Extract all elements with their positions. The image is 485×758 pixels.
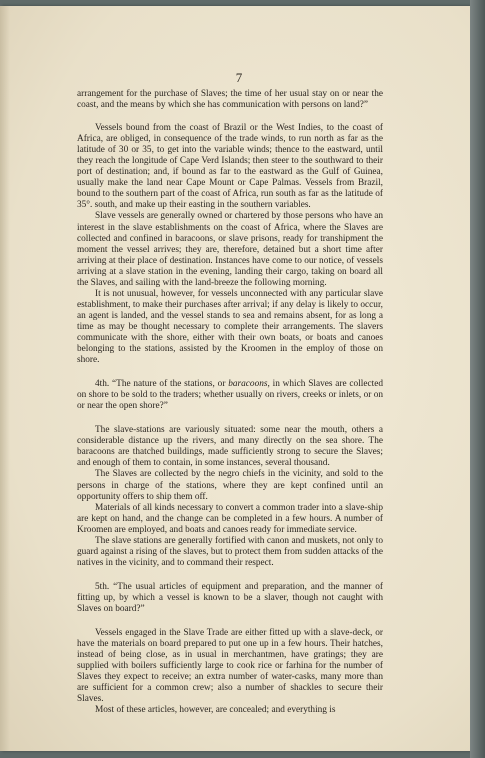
page-number: 7: [235, 70, 243, 85]
question-4-lead: 4th. “The nature of the stations, or: [95, 379, 229, 390]
paragraph: Vessels bound from the coast of Brazil or the West Indies, to the coast of Africa, are obliged, in consequence of the trade winds, to run north as far as the latitude of 30 or 35, to get into the variable winds; thence to the eastward, until they reach the longitude of Cape Verd Islands; then steer to the southward to their port of destination; and, if bound as far to the eastward as the Gulf of Guinea, usually make the land near Cape Mount or Cape Palmas. Vessels from Brazil, bound to the southern part of the coast of Africa, run south as far as the latitude of 35°. south, and make up their easting in the southern variables.: [77, 123, 383, 211]
paragraph: arrangement for the purchase of Slaves; the time of her usual stay on or near the coast, and the means by which she has communication with persons on land?”: [77, 89, 383, 111]
paragraph: The Slaves are collected by the negro chiefs in the vicinity, and sold to the persons in charge of the stations, where they are kept confined until an opportunity offers to ship them off.: [77, 469, 383, 502]
body-text: [77, 89, 383, 716]
paragraph: Most of these articles, however, are concealed; and everything is: [95, 705, 336, 716]
page-gutter: [0, 6, 10, 751]
paragraph: The slave-stations are variously situated: some near the mouth, others a considerable distance up the rivers, and many directly on the sea shore. The baracoons are thatched buildings, made sufficiently strong to secure the Slaves; and enough of them to contain, in some instances, several thousand.: [77, 425, 383, 469]
question-5: 5th. “The usual articles of equipment and preparation, and the manner of fitting up, by which a vessel is known to be a slaver, though not caught with Slaves on board?”: [77, 581, 383, 614]
paragraph: Vessels engaged in the Slave Trade are either fitted up with a slave-deck, or have the materials on board prepared to put one up in a few hours. Their hatches, instead of being close, as in usual in merchantmen, have gratings; they are supplied with boilers sufficiently large to cook rice or farhina for the number of Slaves they expect to receive; an extra number of water-casks, many more than are sufficient for a common crew; also a number of shackles to secure their Slaves.: [77, 628, 383, 705]
paragraph: It is not unusual, however, for vessels unconnected with any particular slave establishment, to make their purchases after arrival; if any delay is likely to occur, an agent is landed, and the vessel stands to sea and remains absent, for as long a time as may be thought necessary to complete their arrangements. The slavers communicate with the shore, either with their own boats, or boats and canoes belonging to the stations, assisted by the Kroomen in the employ of those on shore.: [77, 288, 383, 366]
question-4-tail: , in which Slaves are collected on shore to be sold to the traders; whether usually on rivers, creeks or inlets, or on or near the open shore?”: [77, 379, 383, 412]
paragraph: Slave vessels are generally owned or chartered by those persons who have an interest in the slave establishments on the coast of Africa, where the Slaves are collected and confined in baracoons, or slave prisons, ready for transhipment the moment the vessel arrives; they are, therefore, detained but a short time after arriving at their place of destination. Instances have come to our notice, of vessels arriving at a slave station in the evening, landing their cargo, taking on board all the Slaves, and sailing with the land-breeze the following morning.: [77, 211, 383, 288]
page-edge: [470, 0, 485, 758]
question-4: [77, 379, 383, 412]
question-4-italic: baracoons: [228, 379, 268, 390]
paragraph: The slave stations are generally fortified with canon and muskets, not only to guard against a rising of the slaves, but to protect them from sudden attacks of the natives in the vicinity, and to command their respect.: [77, 535, 383, 568]
paragraph: Materials of all kinds necessary to convert a common trader into a slave-ship are kept on hand, and the change can be completed in a few hours. A number of Kroomen are employed, and boats and canoes ready for immediate service.: [77, 502, 383, 535]
